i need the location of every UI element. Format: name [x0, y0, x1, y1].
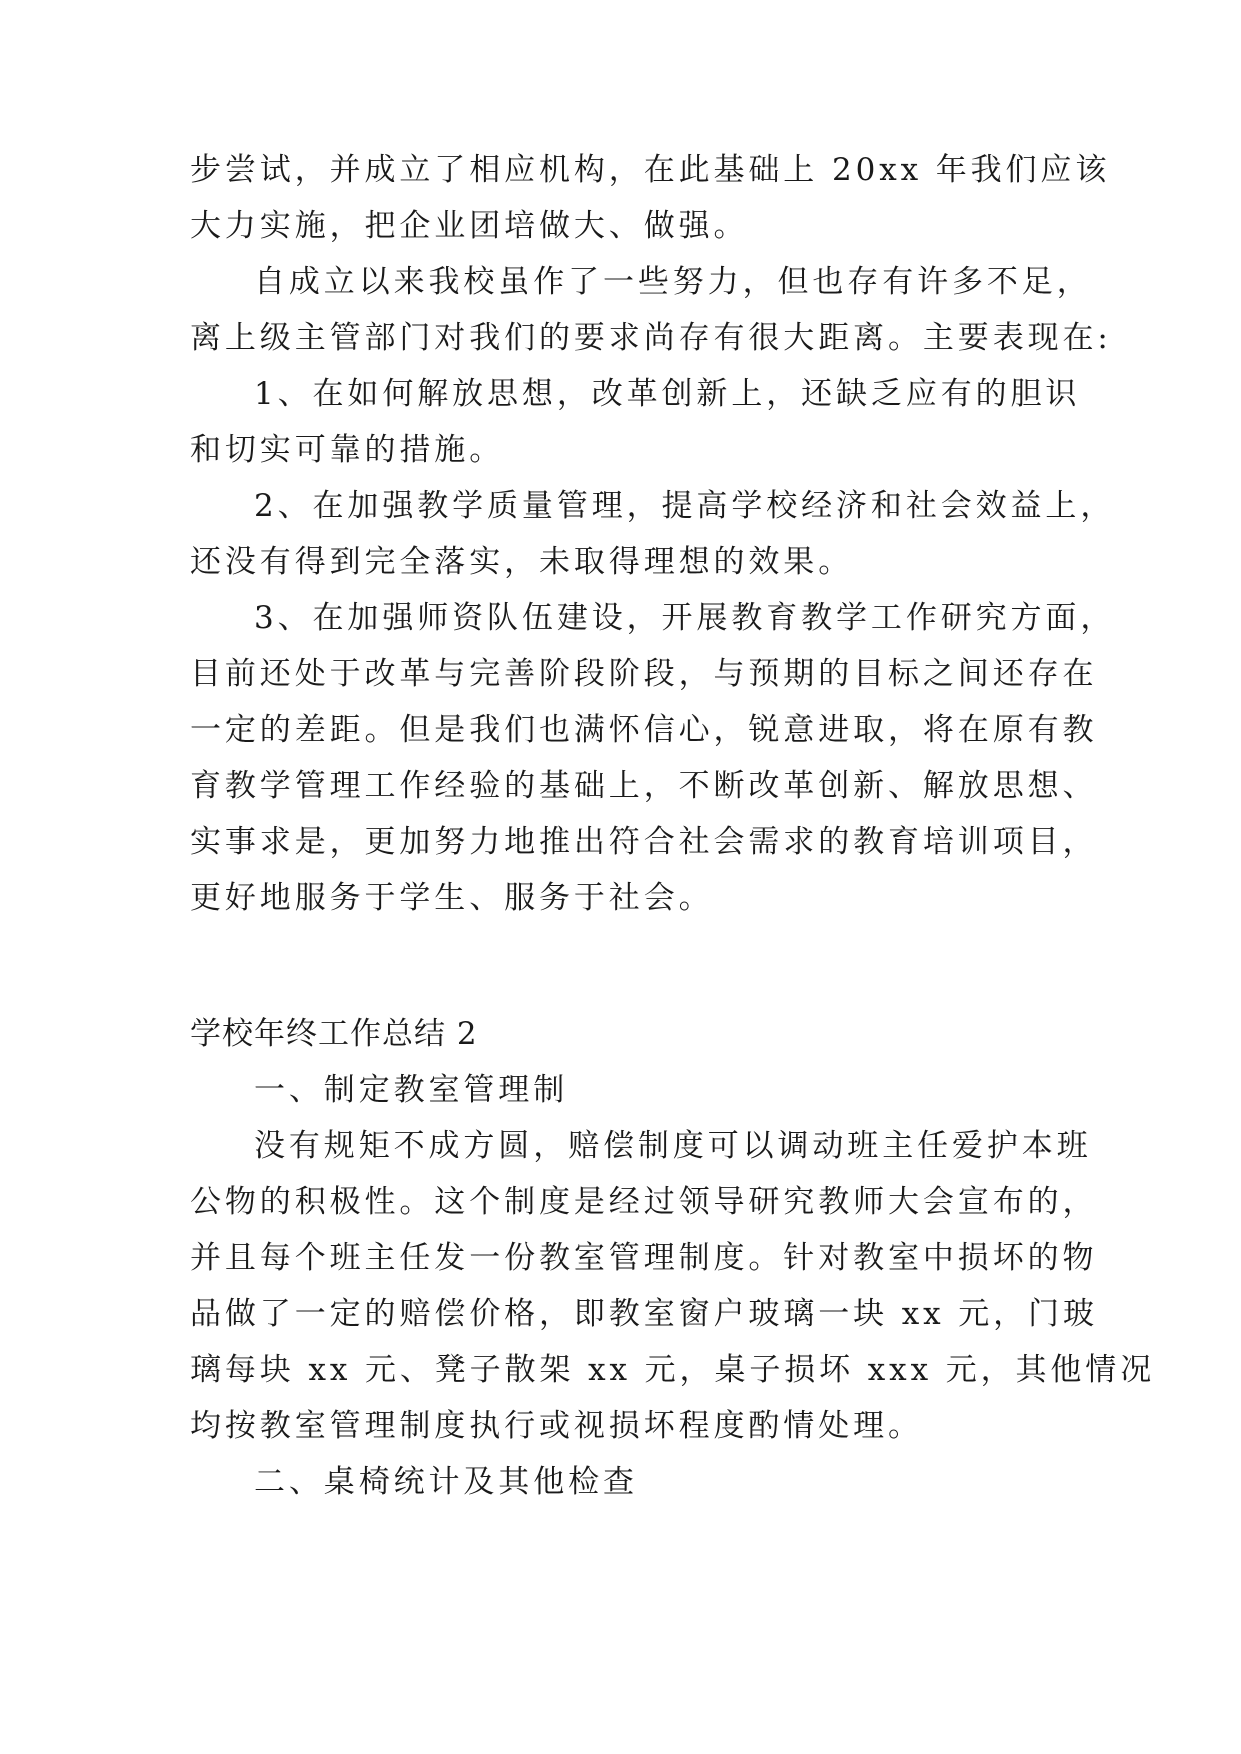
- paragraph-line: 大力实施，把企业团培做大、做强。: [190, 208, 749, 244]
- paragraph-line: 公物的积极性。这个制度是经过领导研究教师大会宣布的，: [190, 1184, 1098, 1220]
- paragraph-line: 并且每个班主任发一份教室管理制度。针对教室中损坏的物: [190, 1240, 1098, 1276]
- section-title: 学校年终工作总结 2: [190, 1016, 478, 1052]
- list-item-line: 还没有得到完全落实，未取得理想的效果。: [190, 544, 854, 580]
- paragraph-line: 均按教室管理制度执行或视损坏程度酌情处理。: [190, 1408, 923, 1444]
- list-item-line: 3、在加强师资队伍建设，开展教育教学工作研究方面，: [254, 600, 1116, 636]
- section-heading: 二、桌椅统计及其他检查: [254, 1464, 638, 1500]
- paragraph-line: 步尝试，并成立了相应机构，在此基础上 20xx 年我们应该: [190, 152, 1111, 188]
- list-item-line: 1、在如何解放思想，改革创新上，还缺乏应有的胆识: [254, 376, 1081, 412]
- paragraph-line: 璃每块 xx 元、凳子散架 xx 元，桌子损坏 xxx 元，其他情况: [190, 1352, 1156, 1388]
- list-item-line: 更好地服务于学生、服务于社会。: [190, 880, 714, 916]
- paragraph-line: 自成立以来我校虽作了一些努力，但也存有许多不足，: [254, 264, 1092, 300]
- paragraph-line: 离上级主管部门对我们的要求尚存有很大距离。主要表现在:: [190, 320, 1112, 356]
- list-item-line: 和切实可靠的措施。: [190, 432, 505, 468]
- list-item-line: 实事求是，更加努力地推出符合社会需求的教育培训项目，: [190, 824, 1098, 860]
- list-item-line: 育教学管理工作经验的基础上，不断改革创新、解放思想、: [190, 768, 1098, 804]
- list-item-line: 一定的差距。但是我们也满怀信心，锐意进取，将在原有教: [190, 712, 1098, 748]
- list-item-line: 目前还处于改革与完善阶段阶段，与预期的目标之间还存在: [190, 656, 1098, 692]
- paragraph-line: 没有规矩不成方圆，赔偿制度可以调动班主任爱护本班: [254, 1128, 1092, 1164]
- section-heading: 一、制定教室管理制: [254, 1072, 569, 1108]
- paragraph-line: 品做了一定的赔偿价格，即教室窗户玻璃一块 xx 元，门玻: [190, 1296, 1098, 1332]
- list-item-line: 2、在加强教学质量管理，提高学校经济和社会效益上，: [254, 488, 1116, 524]
